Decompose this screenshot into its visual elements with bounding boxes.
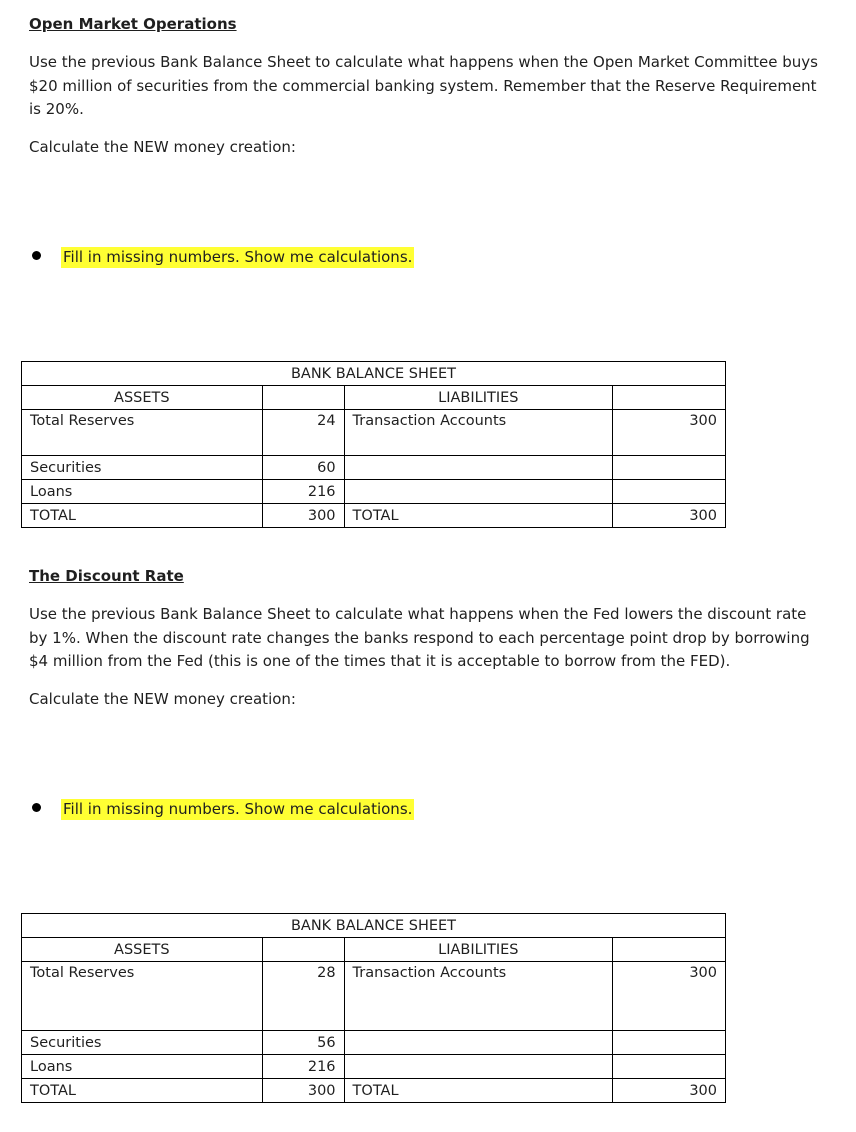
asset-value: 300 bbox=[262, 504, 344, 528]
asset-label: Loans bbox=[22, 1055, 263, 1079]
liabilities-header: LIABILITIES bbox=[344, 386, 613, 410]
bullet-item bbox=[29, 248, 414, 266]
asset-label: Total Reserves bbox=[22, 962, 263, 1031]
liability-label: Transaction Accounts bbox=[344, 962, 613, 1031]
section-heading-open-market: Open Market Operations bbox=[29, 15, 237, 33]
section-paragraph: Use the previous Bank Balance Sheet to calculate what happens when the Open Market Committee buys $20 million of securities from the commercial banking system. Remember that the Reserve Requirement is 20%. bbox=[29, 53, 818, 118]
liability-value: 300 bbox=[613, 962, 726, 1031]
asset-value: 300 bbox=[262, 1079, 344, 1103]
liability-label bbox=[344, 1055, 613, 1079]
bullet-icon bbox=[32, 251, 41, 260]
liability-label: Transaction Accounts bbox=[344, 410, 613, 456]
liability-label bbox=[344, 456, 613, 480]
asset-value: 56 bbox=[262, 1031, 344, 1055]
asset-label: Securities bbox=[22, 1031, 263, 1055]
asset-label: Securities bbox=[22, 456, 263, 480]
table-title: BANK BALANCE SHEET bbox=[22, 914, 726, 938]
bullet-item bbox=[29, 800, 414, 818]
liability-value: 300 bbox=[613, 1079, 726, 1103]
asset-label: Loans bbox=[22, 480, 263, 504]
assets-header: ASSETS bbox=[22, 386, 263, 410]
asset-label: Total Reserves bbox=[22, 410, 263, 456]
bank-balance-sheet-table bbox=[21, 361, 726, 528]
bank-balance-sheet-table bbox=[21, 913, 726, 1103]
liability-value: 300 bbox=[613, 410, 726, 456]
assets-header: ASSETS bbox=[22, 938, 263, 962]
asset-label: TOTAL bbox=[22, 1079, 263, 1103]
section-paragraph: Use the previous Bank Balance Sheet to calculate what happens when the Fed lowers the discount rate by 1%. When the discount rate changes the banks respond to each percentage point drop by borrowing $4 million from the Fed (this is one of the times that it is acceptable to borrow from the FED). bbox=[29, 605, 810, 670]
liability-label: TOTAL bbox=[344, 504, 613, 528]
asset-value: 24 bbox=[262, 410, 344, 456]
calc-prompt: Calculate the NEW money creation: bbox=[29, 138, 296, 156]
liability-value: 300 bbox=[613, 504, 726, 528]
calc-prompt: Calculate the NEW money creation: bbox=[29, 690, 296, 708]
highlighted-instruction: Fill in missing numbers. Show me calculations. bbox=[63, 248, 413, 266]
liability-value bbox=[613, 456, 726, 480]
liability-value bbox=[613, 480, 726, 504]
asset-value: 216 bbox=[262, 480, 344, 504]
asset-label: TOTAL bbox=[22, 504, 263, 528]
section-heading-discount-rate: The Discount Rate bbox=[29, 567, 184, 585]
liability-value bbox=[613, 1031, 726, 1055]
liability-label bbox=[344, 480, 613, 504]
liability-label bbox=[344, 1031, 613, 1055]
liabilities-header: LIABILITIES bbox=[344, 938, 613, 962]
highlighted-instruction: Fill in missing numbers. Show me calculations. bbox=[63, 800, 413, 818]
liability-value bbox=[613, 1055, 726, 1079]
bullet-icon bbox=[32, 803, 41, 812]
asset-value: 60 bbox=[262, 456, 344, 480]
liability-label: TOTAL bbox=[344, 1079, 613, 1103]
asset-value: 216 bbox=[262, 1055, 344, 1079]
table-title: BANK BALANCE SHEET bbox=[22, 362, 726, 386]
asset-value: 28 bbox=[262, 962, 344, 1031]
